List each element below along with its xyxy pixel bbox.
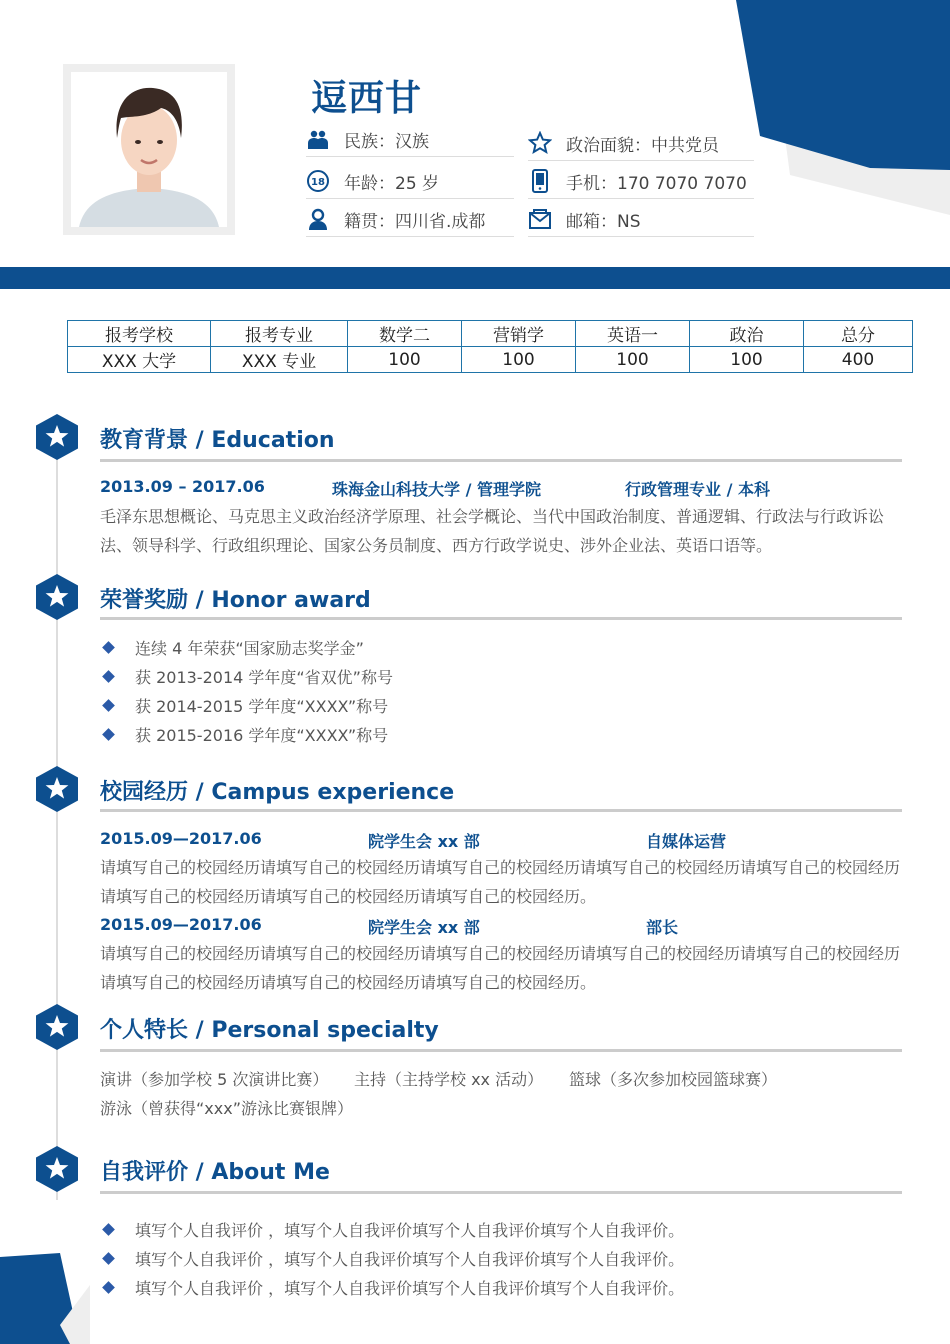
campus-rule <box>100 809 902 812</box>
honor-item <box>100 665 393 688</box>
score-value-cell: 100 <box>348 347 462 373</box>
info-phone <box>528 164 754 199</box>
score-value-cell: XXX 专业 <box>211 347 348 373</box>
honor-item-text: 获 2013-2014 学年度“省双优”称号 <box>135 668 393 687</box>
honor-rule <box>100 617 902 620</box>
info-origin <box>306 202 514 237</box>
photo-frame <box>63 64 235 235</box>
specialty-item: 演讲（参加学校 5 次演讲比赛） <box>100 1070 329 1089</box>
about-item-text: 填写个人自我评价 ，填写个人自我评价填写个人自我评价填写个人自我评价。 <box>135 1279 685 1298</box>
people-icon <box>306 127 330 151</box>
honor-item-text: 获 2014-2015 学年度“XXXX”称号 <box>135 697 389 716</box>
score-value-row <box>68 347 913 373</box>
email-text: 邮箱：NS <box>566 211 641 232</box>
phone-text: 手机：170 7070 7070 <box>566 173 747 194</box>
header-band <box>0 267 950 289</box>
honor-item <box>100 694 388 717</box>
phone-icon <box>528 169 552 193</box>
honor-item <box>100 636 364 659</box>
campus-title: 校园经历 / Campus experience <box>100 780 455 805</box>
diamond-bullet-icon <box>102 699 115 712</box>
specialty-star-icon <box>36 1004 78 1050</box>
score-header-cell: 营销学 <box>462 321 576 347</box>
diamond-bullet-icon <box>102 728 115 741</box>
score-value-cell: 400 <box>804 347 913 373</box>
profile-photo <box>71 72 227 227</box>
info-email <box>528 202 754 237</box>
honor-star-icon <box>36 574 78 620</box>
education-rule <box>100 459 902 462</box>
education-period: 2013.09 – 2017.06 <box>100 477 265 496</box>
info-political <box>528 126 754 161</box>
campus-role: 部长 <box>646 918 679 937</box>
education-school: 珠海金山科技大学 / 管理学院 <box>332 480 541 499</box>
origin-text: 籍贯：四川省.成都 <box>344 211 486 232</box>
education-major: 行政管理专业 / 本科 <box>625 480 770 499</box>
score-table <box>67 320 913 373</box>
honor-item-text: 连续 4 年荣获“国家励志奖学金” <box>135 639 364 658</box>
about-item-text: 填写个人自我评价 ，填写个人自我评价填写个人自我评价填写个人自我评价。 <box>135 1221 685 1240</box>
score-header-cell: 报考学校 <box>68 321 211 347</box>
info-age <box>306 164 514 199</box>
diamond-bullet-icon <box>102 1281 115 1294</box>
score-value-cell: 100 <box>462 347 576 373</box>
info-ethnicity <box>306 122 514 157</box>
campus-role: 自媒体运营 <box>646 832 727 851</box>
score-value-cell: XXX 大学 <box>68 347 211 373</box>
campus-desc: 请填写自己的校园经历请填写自己的校园经历请填写自己的校园经历请填写自己的校园经历请填写自己的校园经历请填写自己的校园经历请填写自己的校园经历请填写自己的校园经历。 <box>100 944 901 992</box>
mail-icon <box>528 207 552 231</box>
specialty-item: 游泳（曾获得“xxx”游泳比赛银牌） <box>100 1099 353 1118</box>
specialty-title: 个人特长 / Personal specialty <box>100 1018 439 1043</box>
about-item <box>100 1276 684 1299</box>
specialty-item: 主持（主持学校 xx 活动） <box>354 1070 544 1089</box>
score-value-cell: 100 <box>690 347 804 373</box>
campus-period: 2015.09—2017.06 <box>100 829 262 848</box>
score-header-cell: 报考专业 <box>211 321 348 347</box>
specialty-rule <box>100 1049 902 1052</box>
diamond-bullet-icon <box>102 1252 115 1265</box>
education-courses: 毛泽东思想概论、马克思主义政治经济学原理、社会学概论、当代中国政治制度、普通逻辑、行政法与行政诉讼法、领导科学、行政组织理论、国家公务员制度、西方行政学说史、涉外企业法、英语口语等。 <box>100 507 885 555</box>
score-header-cell: 英语一 <box>576 321 690 347</box>
score-header-cell: 政治 <box>690 321 804 347</box>
person-icon <box>306 207 330 231</box>
diamond-bullet-icon <box>102 670 115 683</box>
star-icon <box>528 131 552 155</box>
score-value-cell: 100 <box>576 347 690 373</box>
honor-title: 荣誉奖励 / Honor award <box>100 588 371 613</box>
campus-desc: 请填写自己的校园经历请填写自己的校园经历请填写自己的校园经历请填写自己的校园经历请填写自己的校园经历请填写自己的校园经历请填写自己的校园经历请填写自己的校园经历。 <box>100 858 901 906</box>
campus-period: 2015.09—2017.06 <box>100 915 262 934</box>
age-text: 年龄：25 岁 <box>344 173 440 194</box>
score-header-row <box>68 321 913 347</box>
political-text: 政治面貌：中共党员 <box>566 135 719 156</box>
candidate-name: 逗西甘 <box>311 78 423 119</box>
about-item-text: 填写个人自我评价 ，填写个人自我评价填写个人自我评价填写个人自我评价。 <box>135 1250 685 1269</box>
about-star-icon <box>36 1146 78 1192</box>
education-star-icon <box>36 414 78 460</box>
diamond-bullet-icon <box>102 641 115 654</box>
age-18-icon <box>306 169 330 193</box>
campus-star-icon <box>36 766 78 812</box>
campus-org: 院学生会 xx 部 <box>368 918 480 937</box>
about-item <box>100 1247 684 1270</box>
honor-item <box>100 723 388 746</box>
campus-org: 院学生会 xx 部 <box>368 832 480 851</box>
bottom-left-decoration <box>0 1245 90 1344</box>
about-rule <box>100 1191 902 1194</box>
honor-item-text: 获 2015-2016 学年度“XXXX”称号 <box>135 726 389 745</box>
score-header-cell: 数学二 <box>348 321 462 347</box>
diamond-bullet-icon <box>102 1223 115 1236</box>
education-title: 教育背景 / Education <box>100 428 335 453</box>
about-title: 自我评价 / About Me <box>100 1160 330 1185</box>
svg-text:18: 18 <box>311 177 325 188</box>
top-right-decoration <box>730 0 950 220</box>
specialty-item: 篮球（多次参加校园篮球赛） <box>569 1070 778 1089</box>
score-header-cell: 总分 <box>804 321 913 347</box>
about-item <box>100 1218 684 1241</box>
ethnicity-text: 民族：汉族 <box>344 131 429 152</box>
